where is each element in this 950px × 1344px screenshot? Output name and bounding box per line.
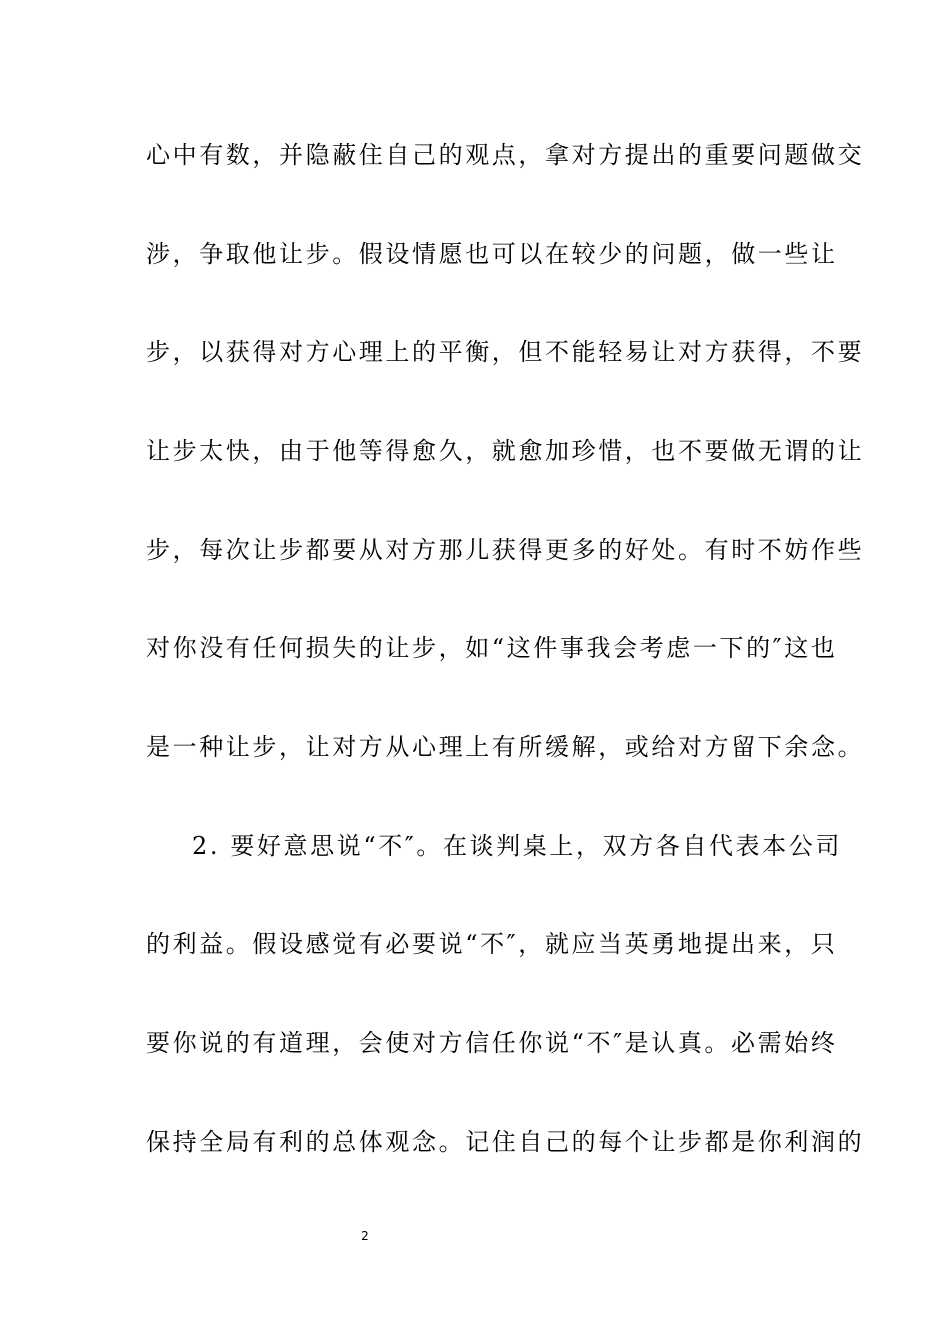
text-line-2: 涉，争取他让步。假设情愿也可以在较少的问题，做一些让 [146,240,838,268]
text-line-8: 2. 要好意思说“不″。在谈判桌上，双方各自代表本公司 [192,832,842,860]
page-number: 2 [361,1229,369,1243]
text-line-10: 要你说的有道理，会使对方信任你说“不″是认真。必需始终 [146,1029,838,1057]
text-line-3: 步，以获得对方心理上的平衡，但不能轻易让对方获得，不要 [146,338,865,366]
text-line-9: 的利益。假设感觉有必要说“不″，就应当英勇地提出来，只 [146,930,838,958]
text-line-6: 对你没有任何损失的让步，如“这件事我会考虑一下的″这也 [146,634,838,662]
text-line-4: 让步太快，由于他等得愈久，就愈加珍惜，也不要做无谓的让 [146,437,865,465]
text-line-5: 步，每次让步都要从对方那儿获得更多的好处。有时不妨作些 [146,536,865,564]
text-line-1: 心中有数，并隐蔽住自己的观点，拿对方提出的重要问题做交 [146,141,865,169]
text-line-7: 是一种让步，让对方从心理上有所缓解，或给对方留下余念。 [146,733,865,761]
text-line-11: 保持全局有利的总体观念。记住自己的每个让步都是你利润的 [146,1128,865,1156]
